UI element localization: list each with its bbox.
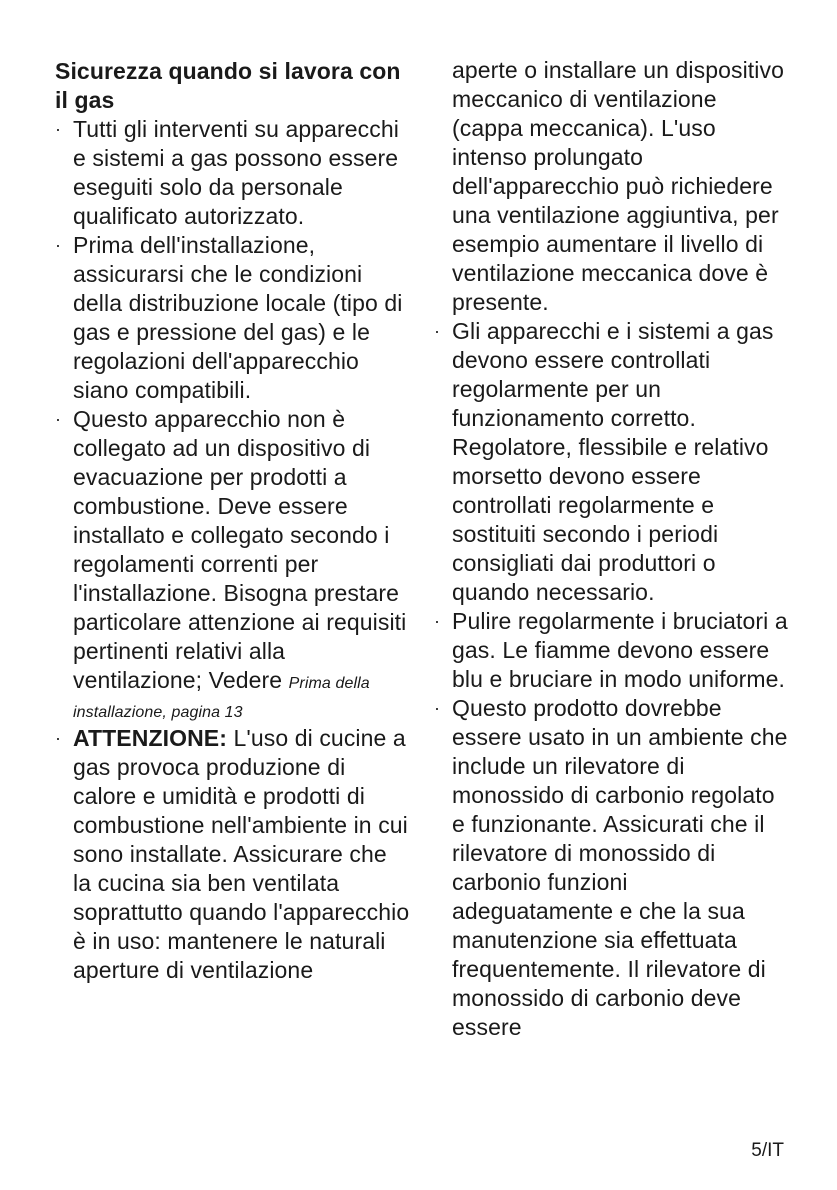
list-item-text: L'uso di cucine a gas provoca produzione di calore e umidità e prodotti di combustione nell'ambiente in cui sono installate. Assicurare che la cucina sia ben ventilata soprattutto quando l'apparecchio è in uso: mantenere le naturali aperture di ventilazione — [73, 725, 410, 983]
right-bullet-list — [434, 317, 790, 1042]
list-item — [55, 724, 410, 985]
list-item — [434, 607, 790, 694]
warning-label: ATTENZIONE: — [73, 725, 227, 751]
bullet-icon: · — [55, 728, 62, 748]
list-item-text: Gli apparecchi e i sistemi a gas devono essere controllati regolarmente per un funzionamento corretto. Regolatore, flessibile e relativo morsetto devono essere controllati regolarmente e sostituiti secondo i periodi consigliati dai produttori o quando necessario. — [452, 318, 774, 605]
list-item-text: Questo prodotto dovrebbe essere usato in un ambiente che include un rilevatore di monossido di carbonio regolato e funzionante. Assicurati che il rilevatore di monossido di carbonio funzioni adeguatamente e che la sua manutenzione sia effettuata frequentemente. Il rilevatore di monossido di carbonio deve essere — [452, 695, 788, 1040]
bullet-icon: · — [434, 611, 441, 631]
cross-reference: Prima della installazione, pagina 13 — [73, 675, 370, 721]
list-item-text: Tutti gli interventi su apparecchi e sistemi a gas possono essere eseguiti solo da personale qualificato autorizzato. — [73, 116, 399, 229]
left-bullet-list — [55, 115, 410, 985]
list-item — [55, 115, 410, 231]
section-title: Sicurezza quando si lavora con il gas — [55, 58, 401, 113]
page-number: 5/IT — [751, 1140, 784, 1161]
bullet-icon: · — [55, 119, 62, 139]
bullet-icon: · — [434, 321, 441, 341]
list-item — [434, 317, 790, 607]
bullet-icon: · — [55, 235, 62, 255]
list-item-text: Pulire regolarmente i bruciatori a gas. Le fiamme devono essere blu e bruciare in modo uniforme. — [452, 608, 788, 692]
list-item-text: Questo apparecchio non è collegato ad un dispositivo di evacuazione per prodotti a combustione. Deve essere installato e collegato secondo i regolamenti correnti per l'installazione. Bisogna prestare particolare attenzione ai requisiti pertinenti relativi alla ventilazione; Vedere — [73, 406, 407, 693]
list-item — [55, 405, 410, 724]
list-item — [434, 694, 790, 1042]
bullet-icon: · — [434, 698, 441, 718]
list-item — [55, 231, 410, 405]
left-column — [55, 57, 410, 985]
right-column — [434, 56, 790, 1042]
bullet-icon: · — [55, 409, 62, 429]
list-item-text: Prima dell'installazione, assicurarsi che le condizioni della distribuzione locale (tipo di gas e pressione del gas) e le regolazioni dell'apparecchio siano compatibili. — [73, 232, 403, 403]
continued-text: aperte o installare un dispositivo meccanico di ventilazione (cappa meccanica). L'uso intenso prolungato dell'apparecchio può richiedere una ventilazione aggiuntiva, per esempio aumentare il livello di ventilazione meccanica dove è presente. — [452, 57, 784, 315]
